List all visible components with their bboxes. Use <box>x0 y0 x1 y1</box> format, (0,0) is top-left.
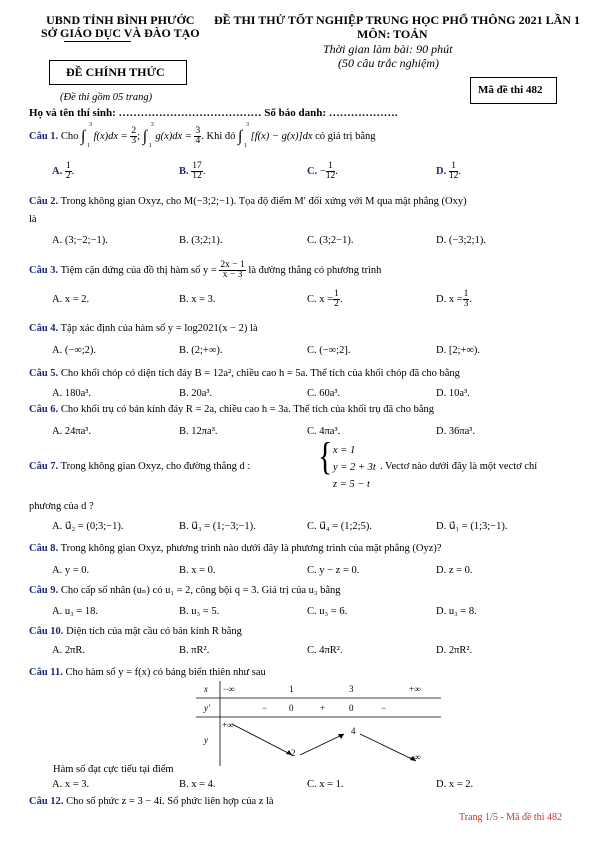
option-c[interactable]: C. 60a³. <box>307 388 341 399</box>
option-c[interactable]: C. − $\frac{1}{12}$ . <box>307 161 338 181</box>
x-value: −∞ <box>223 684 235 694</box>
option-d[interactable]: D. 2πR². <box>436 645 473 656</box>
system-line-1: x = 1 <box>333 445 356 456</box>
table-row-y: y <box>204 735 208 745</box>
official-badge <box>49 60 187 85</box>
integral-sign: ∫ 3 1 <box>237 121 249 149</box>
option-d[interactable]: D. 36πa³. <box>436 426 476 437</box>
option-d[interactable]: D. u⃗₁ = (1;3;−1). <box>436 521 508 532</box>
table-row-dy: y′ <box>204 703 210 713</box>
exam-time: Thời gian làm bài: 90 phút <box>323 42 453 56</box>
option-a[interactable]: A. u₃ = 18. <box>52 606 99 617</box>
option-b[interactable]: B. u⃗₃ = (1;−3;−1). <box>179 521 256 532</box>
question-2: Câu 2. Trong không gian Oxyz, cho M(−3;2;−1). Tọa độ điểm M′ đối xứng với M qua mặt phẳng (Oxy) <box>29 196 467 207</box>
integral-sign: ∫ 3 1 <box>142 121 154 149</box>
option-c[interactable]: C. (3;2−1). <box>307 235 354 246</box>
table-row-x: x <box>204 684 208 694</box>
integral-sign: ∫ 3 1 <box>80 121 92 149</box>
question-8: Câu 8. Trong không gian Oxyz, phương trình nào dưới đây là phương trình của mặt phẳng (Oyz)? <box>29 543 442 554</box>
system-line-3: z = 5 − t <box>333 479 370 490</box>
question-7-cont: phương của d ? <box>29 501 94 512</box>
option-c[interactable]: C. u⃗₄ = (1;2;5). <box>307 521 372 532</box>
question-10: Câu 10. Diện tích của mặt cầu có bán kính R bằng <box>29 626 242 637</box>
question-label: Câu 1. <box>29 130 59 142</box>
header-underline <box>64 41 131 42</box>
option-c[interactable]: C. y − z = 0. <box>307 565 360 576</box>
option-a[interactable]: A. y = 0. <box>52 565 90 576</box>
option-d[interactable]: D. z = 0. <box>436 565 473 576</box>
option-a[interactable]: A. $\frac{1}{2}$ . <box>52 161 75 181</box>
question-4: Câu 4. Tập xác định của hàm số y = log2021(x − 2) là <box>29 323 258 334</box>
page-count: (Đề thi gồm 05 trang) <box>60 92 153 103</box>
y-value: 4 <box>351 726 356 736</box>
y-value: −∞ <box>409 752 421 762</box>
option-c[interactable]: C. x = $\frac{1}{2}$ . <box>307 289 343 309</box>
option-b[interactable]: B. (2;+∞). <box>179 345 223 356</box>
official-label: ĐỀ CHÍNH THỨC <box>66 65 165 79</box>
option-c[interactable]: C. u₃ = 6. <box>307 606 348 617</box>
exam-title: ĐỀ THI THỬ TỐT NGHIỆP TRUNG HỌC PHỔ THÔNG 2021 LẦN 1 <box>214 13 580 27</box>
subject: MÔN: TOÁN <box>357 27 428 41</box>
option-d[interactable]: D. $\frac{1}{12}$ . <box>436 161 461 181</box>
option-d[interactable]: D. u₃ = 8. <box>436 606 477 617</box>
option-a[interactable]: A. x = 3. <box>52 779 90 790</box>
question-1: Câu 1. Cho ∫ 3 1 f(x)dx = $\frac{2}{3}$ ; ∫ 3 1 g(x)dx = $\frac{3}{4}$ . Khi đó ∫ 3 1 [f(x) − g(x)]dx có giá trị bằng <box>29 121 376 149</box>
y-value: 2 <box>291 748 296 758</box>
org-header <box>41 14 200 40</box>
page-footer: Trang 1/5 - Mã đề thi 482 <box>459 812 562 823</box>
brace: { <box>318 435 333 479</box>
option-b[interactable]: B. u₃ = 5. <box>179 606 220 617</box>
option-c[interactable]: C. 4πa³. <box>307 426 341 437</box>
question-6: Câu 6. Cho khối trụ có bán kính đáy R = 2a, chiều cao h = 3a. Thể tích của khối trụ đã cho bằng <box>29 404 435 415</box>
question-7: Câu 7. Trong không gian Oxyz, cho đường thẳng d : <box>29 461 251 472</box>
option-c[interactable]: C. x = 1. <box>307 779 344 790</box>
option-b[interactable]: B. πR². <box>179 645 210 656</box>
option-a[interactable]: A. 24πa³. <box>52 426 92 437</box>
option-a[interactable]: A. 2πR. <box>52 645 86 656</box>
option-b[interactable]: B. 20a³. <box>179 388 213 399</box>
option-a[interactable]: A. x = 2. <box>52 294 90 305</box>
option-b[interactable]: B. $\frac{17}{12}$ . <box>179 161 206 181</box>
x-value: +∞ <box>409 684 421 694</box>
option-d[interactable]: D. 10a³. <box>436 388 470 399</box>
org-line2: SỞ GIÁO DỤC VÀ ĐÀO TẠO <box>41 26 200 40</box>
option-d[interactable]: D. (−3;2;1). <box>436 235 486 246</box>
option-b[interactable]: B. x = 4. <box>179 779 216 790</box>
x-value: 3 <box>349 684 354 694</box>
exam-code-box <box>470 77 557 104</box>
option-b[interactable]: B. x = 0. <box>179 565 216 576</box>
question-count: (50 câu trắc nghiệm) <box>338 56 439 70</box>
option-d[interactable]: D. x = 2. <box>436 779 474 790</box>
question-12: Câu 12. Cho số phức z = 3 − 4i. Số phức liên hợp của z là <box>29 796 274 807</box>
option-b[interactable]: B. x = 3. <box>179 294 216 305</box>
student-info-line: Họ và tên thí sinh: ………………………………… Số báo danh: ………………. <box>29 107 398 119</box>
question-11-cont: Hàm số đạt cực tiểu tại điểm <box>53 764 174 775</box>
question-2-cont: là <box>29 214 37 225</box>
question-11: Câu 11. Cho hàm số y = f(x) có bảng biến thiên như sau <box>29 667 266 678</box>
option-a[interactable]: A. 180a³. <box>52 388 92 399</box>
option-c[interactable]: C. (−∞;2]. <box>307 345 351 356</box>
sign: + <box>320 703 326 713</box>
exam-code: Mã đề thi 482 <box>478 84 543 96</box>
question-7-tail: . Vectơ nào dưới đây là một vectơ chỉ <box>380 461 538 472</box>
option-a[interactable]: A. (−∞;2). <box>52 345 97 356</box>
x-value: 1 <box>289 684 294 694</box>
org-line1: UBND TỈNH BÌNH PHƯỚC <box>46 13 195 27</box>
sign: − <box>262 703 268 713</box>
sign: 0 <box>289 703 294 713</box>
option-c[interactable]: C. 4πR². <box>307 645 343 656</box>
question-5: Câu 5. Cho khối chóp có diện tích đáy B = 12a², chiều cao h = 5a. Thể tích của khối chóp đã cho bằng <box>29 368 460 379</box>
system-line-2: y = 2 + 3t <box>333 462 376 473</box>
option-d[interactable]: D. x = $\frac{1}{3}$ . <box>436 289 473 309</box>
question-9: Câu 9. Cho cấp số nhân (uₙ) có u₁ = 2, công bội q = 3. Giá trị của u₃ bằng <box>29 585 341 596</box>
question-3: Câu 3. Tiệm cận đứng của đồ thị hàm số y = $\frac{2x - 1}{x - 3}$ là đường thẳng có phương trình <box>29 260 382 280</box>
option-b[interactable]: B. 12πa³. <box>179 426 218 437</box>
sign: − <box>381 703 387 713</box>
option-a[interactable]: A. (3;−2;−1). <box>52 235 108 246</box>
option-d[interactable]: D. [2;+∞). <box>436 345 481 356</box>
option-b[interactable]: B. (3;2;1). <box>179 235 223 246</box>
sign: 0 <box>349 703 354 713</box>
option-a[interactable]: A. u⃗₂ = (0;3;−1). <box>52 521 124 532</box>
y-value: +∞ <box>222 720 234 730</box>
